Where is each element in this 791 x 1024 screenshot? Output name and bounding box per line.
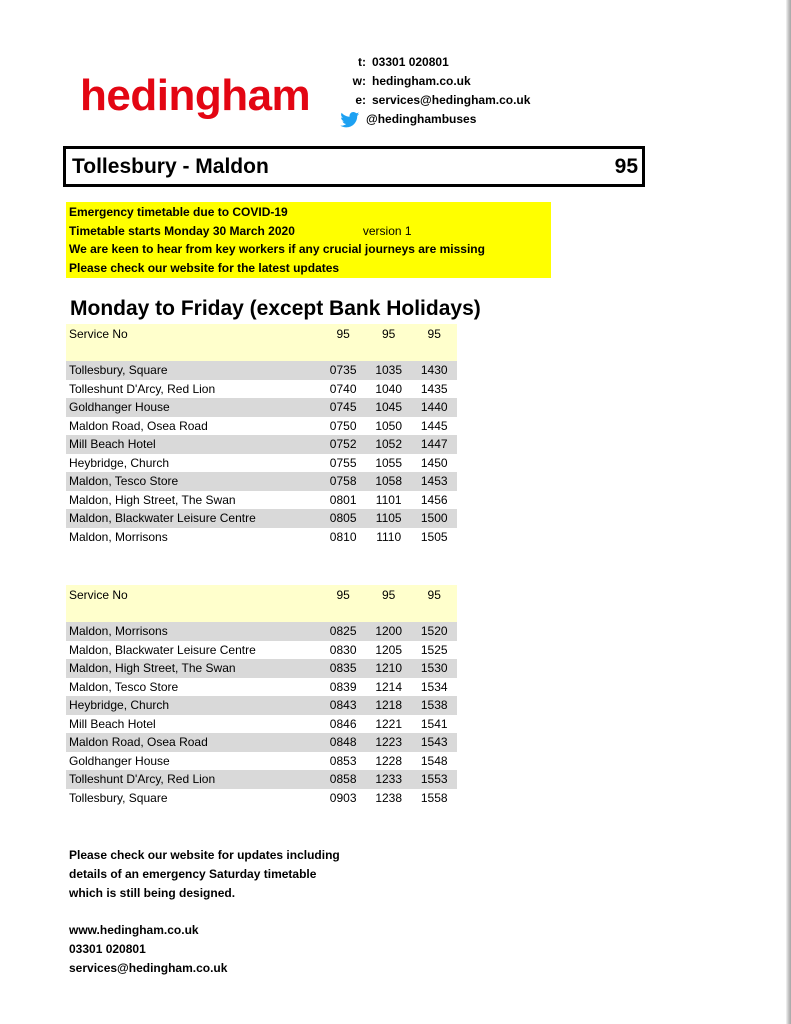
timetable-row bbox=[66, 361, 457, 380]
web-label: w: bbox=[352, 74, 366, 88]
timetable-row bbox=[66, 770, 457, 789]
contact-block bbox=[338, 55, 530, 131]
departure-time: 1548 bbox=[411, 752, 457, 771]
departure-time: 0752 bbox=[320, 435, 366, 454]
departure-time: 1453 bbox=[411, 472, 457, 491]
departure-time: 1450 bbox=[411, 454, 457, 473]
timetable-row bbox=[66, 380, 457, 399]
stop-name: Mill Beach Hotel bbox=[66, 435, 320, 454]
contact-twitter bbox=[338, 112, 530, 131]
route-title: Tollesbury - Maldon bbox=[72, 154, 269, 178]
notice-start-date: Timetable starts Monday 30 March 2020 bbox=[69, 223, 295, 238]
stop-name: Maldon Road, Osea Road bbox=[66, 417, 320, 436]
departure-time: 0740 bbox=[320, 380, 366, 399]
stop-name: Goldhanger House bbox=[66, 398, 320, 417]
departure-time: 1233 bbox=[366, 770, 412, 789]
timetable-row bbox=[66, 491, 457, 510]
departure-time: 0839 bbox=[320, 678, 366, 697]
departure-time: 1055 bbox=[366, 454, 412, 473]
email-label: e: bbox=[355, 93, 366, 107]
stop-name: Tolleshunt D'Arcy, Red Lion bbox=[66, 770, 320, 789]
stop-name: Goldhanger House bbox=[66, 752, 320, 771]
departure-time: 1210 bbox=[366, 659, 412, 678]
service-number: 95 bbox=[411, 585, 457, 604]
service-no-label: Service No bbox=[66, 324, 320, 343]
departure-time: 1218 bbox=[366, 696, 412, 715]
departure-time: 1110 bbox=[366, 528, 412, 547]
departure-time: 0848 bbox=[320, 733, 366, 752]
departure-time: 1534 bbox=[411, 678, 457, 697]
departure-time: 1435 bbox=[411, 380, 457, 399]
timetable-row bbox=[66, 398, 457, 417]
twitter-handle[interactable]: @hedinghambuses bbox=[366, 112, 477, 126]
departure-time: 1228 bbox=[366, 752, 412, 771]
departure-time: 1445 bbox=[411, 417, 457, 436]
departure-time: 1456 bbox=[411, 491, 457, 510]
departure-time: 1052 bbox=[366, 435, 412, 454]
departure-time: 0735 bbox=[320, 361, 366, 380]
departure-time: 0825 bbox=[320, 622, 366, 641]
footer-note-line: details of an emergency Saturday timetable bbox=[69, 867, 317, 881]
covid-notice bbox=[66, 202, 551, 278]
departure-time: 0853 bbox=[320, 752, 366, 771]
departure-time: 1520 bbox=[411, 622, 457, 641]
route-number: 95 bbox=[614, 154, 638, 178]
stop-name: Maldon, High Street, The Swan bbox=[66, 659, 320, 678]
timetable-row bbox=[66, 789, 457, 808]
departure-time: 1543 bbox=[411, 733, 457, 752]
departure-time: 0801 bbox=[320, 491, 366, 510]
stop-name: Maldon, Blackwater Leisure Centre bbox=[66, 509, 320, 528]
footer-note-line: Please check our website for updates including bbox=[69, 848, 340, 862]
departure-time: 0835 bbox=[320, 659, 366, 678]
stop-name: Heybridge, Church bbox=[66, 696, 320, 715]
contact-email bbox=[338, 93, 530, 112]
notice-line bbox=[66, 223, 551, 242]
stop-name: Maldon, High Street, The Swan bbox=[66, 491, 320, 510]
timetable-row bbox=[66, 641, 457, 660]
departure-time: 1101 bbox=[366, 491, 412, 510]
timetable-row bbox=[66, 752, 457, 771]
stop-name: Mill Beach Hotel bbox=[66, 715, 320, 734]
departure-time: 1238 bbox=[366, 789, 412, 808]
service-number: 95 bbox=[411, 324, 457, 343]
timetable-row bbox=[66, 622, 457, 641]
contact-phone bbox=[338, 55, 530, 74]
phone-value: 03301 020801 bbox=[372, 55, 449, 69]
departure-time: 1447 bbox=[411, 435, 457, 454]
departure-time: 1040 bbox=[366, 380, 412, 399]
email-value[interactable]: services@hedingham.co.uk bbox=[372, 93, 531, 107]
service-number: 95 bbox=[320, 585, 366, 604]
notice-line: Emergency timetable due to COVID-19 bbox=[69, 205, 288, 219]
timetable-row bbox=[66, 715, 457, 734]
departure-time: 1500 bbox=[411, 509, 457, 528]
departure-time: 1200 bbox=[366, 622, 412, 641]
twitter-bird-icon bbox=[338, 112, 366, 131]
timetable-row bbox=[66, 435, 457, 454]
departure-time: 1105 bbox=[366, 509, 412, 528]
departure-time: 0810 bbox=[320, 528, 366, 547]
departure-time: 0830 bbox=[320, 641, 366, 660]
footer-notes bbox=[69, 847, 340, 979]
timetable-row bbox=[66, 696, 457, 715]
service-number: 95 bbox=[366, 324, 412, 343]
departure-time: 1050 bbox=[366, 417, 412, 436]
web-value[interactable]: hedingham.co.uk bbox=[372, 74, 471, 88]
departure-time: 1205 bbox=[366, 641, 412, 660]
departure-time: 0745 bbox=[320, 398, 366, 417]
schedule-heading: Monday to Friday (except Bank Holidays) bbox=[70, 297, 481, 320]
service-header-row bbox=[66, 585, 457, 604]
departure-time: 1525 bbox=[411, 641, 457, 660]
departure-time: 1221 bbox=[366, 715, 412, 734]
departure-time: 1558 bbox=[411, 789, 457, 808]
stop-name: Maldon, Tesco Store bbox=[66, 472, 320, 491]
departure-time: 1035 bbox=[366, 361, 412, 380]
departure-time: 1214 bbox=[366, 678, 412, 697]
phone-label: t: bbox=[358, 55, 366, 69]
hedingham-logo: hedingham bbox=[80, 71, 311, 120]
footer-website[interactable]: www.hedingham.co.uk bbox=[69, 923, 199, 937]
footer-phone: 03301 020801 bbox=[69, 942, 146, 956]
timetable-row bbox=[66, 678, 457, 697]
departure-time: 1430 bbox=[411, 361, 457, 380]
stop-name: Maldon, Morrisons bbox=[66, 622, 320, 641]
timetable-outbound bbox=[66, 324, 457, 546]
timetable-row bbox=[66, 659, 457, 678]
stop-name: Tollesbury, Square bbox=[66, 789, 320, 808]
stop-name: Heybridge, Church bbox=[66, 454, 320, 473]
departure-time: 1505 bbox=[411, 528, 457, 547]
service-header-row bbox=[66, 324, 457, 343]
departure-time: 1541 bbox=[411, 715, 457, 734]
departure-time: 0903 bbox=[320, 789, 366, 808]
departure-time: 1045 bbox=[366, 398, 412, 417]
timetable-row bbox=[66, 733, 457, 752]
departure-time: 1058 bbox=[366, 472, 412, 491]
service-number: 95 bbox=[320, 324, 366, 343]
page-edge bbox=[786, 0, 791, 1024]
departure-time: 0750 bbox=[320, 417, 366, 436]
departure-time: 0858 bbox=[320, 770, 366, 789]
service-number: 95 bbox=[366, 585, 412, 604]
stop-name: Maldon Road, Osea Road bbox=[66, 733, 320, 752]
stop-name: Tollesbury, Square bbox=[66, 361, 320, 380]
stop-name: Maldon, Blackwater Leisure Centre bbox=[66, 641, 320, 660]
timetable-row bbox=[66, 454, 457, 473]
departure-time: 0755 bbox=[320, 454, 366, 473]
departure-time: 0758 bbox=[320, 472, 366, 491]
timetable-inbound bbox=[66, 585, 457, 807]
contact-web bbox=[338, 74, 530, 93]
stop-name: Maldon, Morrisons bbox=[66, 528, 320, 547]
timetable-row bbox=[66, 472, 457, 491]
departure-time: 1223 bbox=[366, 733, 412, 752]
departure-time: 0846 bbox=[320, 715, 366, 734]
departure-time: 0805 bbox=[320, 509, 366, 528]
footer-note-line: which is still being designed. bbox=[69, 886, 236, 900]
service-no-label: Service No bbox=[66, 585, 320, 604]
route-title-box bbox=[63, 146, 645, 187]
header-spacer bbox=[66, 343, 457, 361]
departure-time: 1538 bbox=[411, 696, 457, 715]
timetable-row bbox=[66, 417, 457, 436]
notice-version: version 1 bbox=[362, 223, 412, 238]
notice-line: Please check our website for the latest updates bbox=[69, 260, 340, 275]
timetable-row bbox=[66, 528, 457, 547]
notice-line: We are keen to hear from key workers if any crucial journeys are missing bbox=[69, 242, 485, 256]
stop-name: Tolleshunt D'Arcy, Red Lion bbox=[66, 380, 320, 399]
timetable-row bbox=[66, 509, 457, 528]
departure-time: 1530 bbox=[411, 659, 457, 678]
departure-time: 1553 bbox=[411, 770, 457, 789]
stop-name: Maldon, Tesco Store bbox=[66, 678, 320, 697]
header-spacer bbox=[66, 604, 457, 622]
departure-time: 1440 bbox=[411, 398, 457, 417]
departure-time: 0843 bbox=[320, 696, 366, 715]
footer-email[interactable]: services@hedingham.co.uk bbox=[69, 961, 228, 975]
